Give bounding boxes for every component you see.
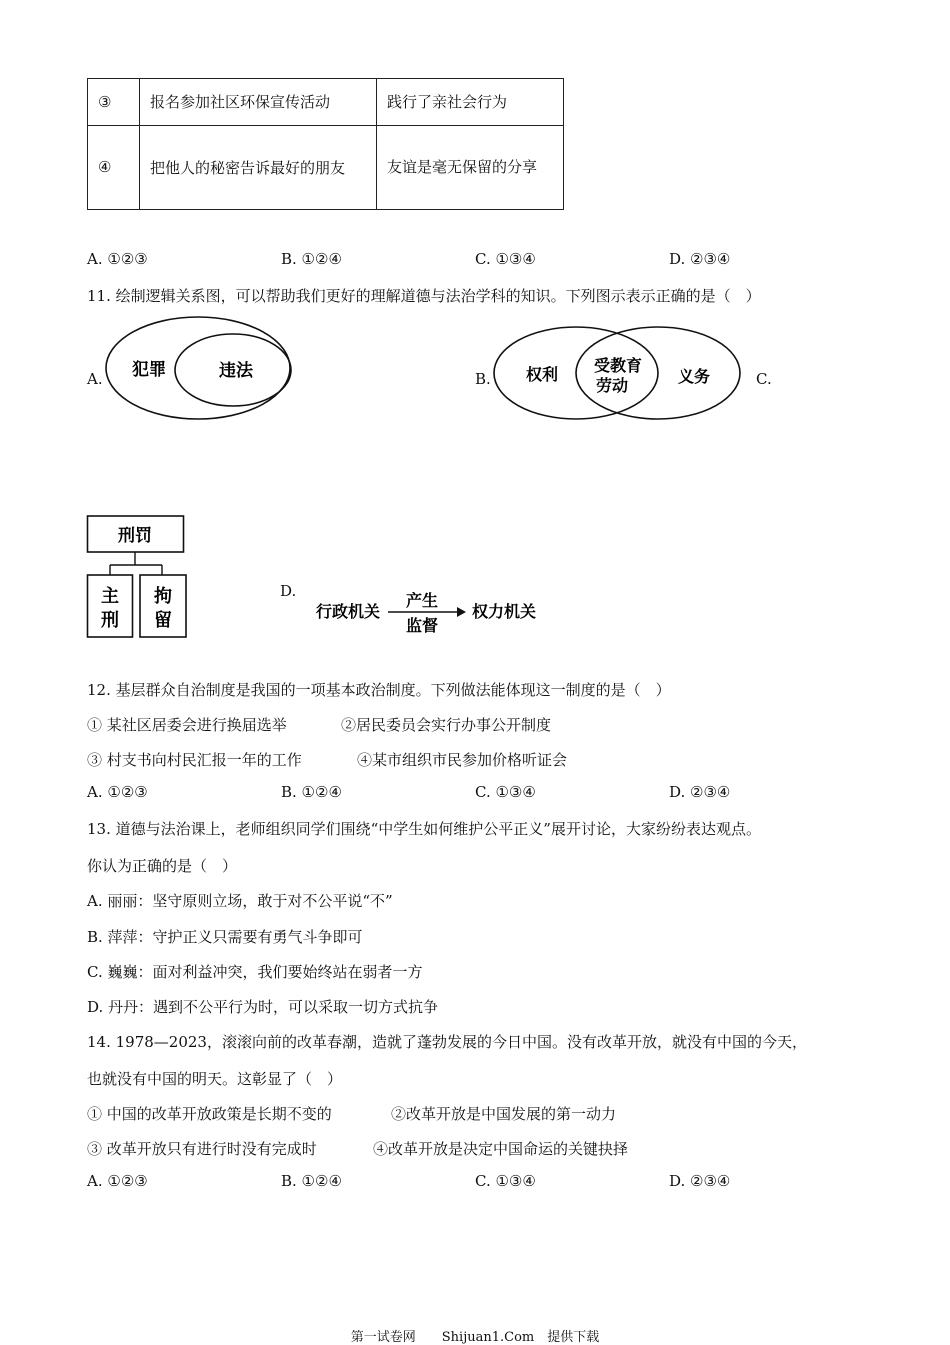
option-a[interactable]: A. ①②③ <box>87 1172 148 1190</box>
table-cell-num: ④ <box>88 126 140 210</box>
label-rights: 权利 <box>525 365 559 384</box>
label-illegal: 违法 <box>219 361 253 381</box>
option-c[interactable]: C. ①③④ <box>475 1172 536 1190</box>
table-row <box>88 79 564 126</box>
option-b[interactable]: B. ①②④ <box>281 250 342 268</box>
q12-item-4: ④某市组织市民参加价格听证会 <box>357 751 568 769</box>
q11-diagram-a <box>104 314 296 424</box>
q13-option-b[interactable]: B. 萍萍：守护正义只需要有勇气斗争即可 <box>87 928 363 946</box>
q14-item-1: ① 中国的改革开放政策是长期不变的 <box>87 1105 332 1123</box>
label-duties: 义务 <box>677 367 711 386</box>
q14-item-3: ③ 改革开放只有进行时没有完成时 <box>87 1140 317 1158</box>
label-education: 受教育 <box>593 356 643 375</box>
q11-option-b-label[interactable]: B. <box>475 370 491 388</box>
label-supervise: 监督 <box>405 616 439 635</box>
q11-option-d-label[interactable]: D. <box>280 582 297 600</box>
q11-option-c-label[interactable]: C. <box>756 370 772 388</box>
option-c[interactable]: C. ①③④ <box>475 250 536 268</box>
option-a[interactable]: A. ①②③ <box>87 783 148 801</box>
label-power-organ: 权力机关 <box>471 602 537 621</box>
label-detention-2: 留 <box>154 610 172 631</box>
table-cell-action: 把他人的秘密告诉最好的朋友 <box>140 126 377 210</box>
option-d[interactable]: D. ②③④ <box>669 1172 731 1190</box>
q11-option-a-label[interactable]: A. <box>87 370 103 388</box>
q13-stem-line-1: 13. 道德与法治课上，老师组织同学们围绕“中学生如何维护公平正义”展开讨论，大家纷纷表达观点。 <box>87 820 761 838</box>
label-principal-1: 主 <box>101 586 119 607</box>
q11-stem: 11. 绘制逻辑关系图，可以帮助我们更好的理解道德与法治学科的知识。下列图示表示正确的是（ ） <box>87 287 761 305</box>
q11-diagram-d <box>310 587 545 637</box>
option-a[interactable]: A. ①②③ <box>87 250 148 268</box>
label-penalty: 刑罚 <box>118 526 152 546</box>
label-crime: 犯罪 <box>132 360 166 380</box>
q12-options <box>87 783 867 805</box>
q13-option-a[interactable]: A. 丽丽：坚守原则立场，敢于对不公平说“不” <box>87 892 393 910</box>
q13-stem-line-2: 你认为正确的是（ ） <box>87 857 238 875</box>
q10-options <box>87 250 867 272</box>
label-produce: 产生 <box>405 591 439 610</box>
q12-item-3: ③ 村支书向村民汇报一年的工作 <box>87 751 302 769</box>
table-cell-evaluation: 友谊是毫无保留的分享 <box>377 126 564 210</box>
label-admin-organ: 行政机关 <box>315 602 381 621</box>
footer: 第一试卷网 Shijuan1.Com 提供下载 <box>350 1330 600 1345</box>
q14-options <box>87 1172 867 1194</box>
q14-item-4: ④改革开放是决定中国命运的关键抉择 <box>373 1140 629 1158</box>
q13-option-c[interactable]: C. 巍巍：面对利益冲突，我们要始终站在弱者一方 <box>87 963 423 981</box>
option-d[interactable]: D. ②③④ <box>669 783 731 801</box>
table-cell-num: ③ <box>88 79 140 126</box>
table-cell-evaluation: 践行了亲社会行为 <box>377 79 564 126</box>
table-cell-action: 报名参加社区环保宣传活动 <box>140 79 377 126</box>
label-labor: 劳动 <box>595 376 629 395</box>
q14-stem-line-2: 也就没有中国的明天。这彰显了（ ） <box>87 1070 343 1088</box>
option-d[interactable]: D. ②③④ <box>669 250 731 268</box>
q14-item-2: ②改革开放是中国发展的第一动力 <box>391 1105 617 1123</box>
table-row <box>88 126 564 210</box>
q13-option-d[interactable]: D. 丹丹：遇到不公平行为时，可以采取一切方式抗争 <box>87 998 439 1016</box>
option-b[interactable]: B. ①②④ <box>281 1172 342 1190</box>
q11-diagram-b <box>492 325 744 423</box>
option-c[interactable]: C. ①③④ <box>475 783 536 801</box>
q12-item-2: ②居民委员会实行办事公开制度 <box>341 716 552 734</box>
q12-item-1: ① 某社区居委会进行换届选举 <box>87 716 287 734</box>
label-principal-2: 刑 <box>101 610 119 631</box>
option-b[interactable]: B. ①②④ <box>281 783 342 801</box>
options-table <box>87 78 564 210</box>
q11-diagram-c <box>85 513 191 641</box>
label-detention-1: 拘 <box>154 586 172 607</box>
q12-stem: 12. 基层群众自治制度是我国的一项基本政治制度。下列做法能体现这一制度的是（ ） <box>87 681 671 699</box>
q14-stem-line-1: 14. 1978—2023，滚滚向前的改革春潮，造就了蓬勃发展的今日中国。没有改革开放，就没有中国的今天， <box>87 1033 807 1051</box>
